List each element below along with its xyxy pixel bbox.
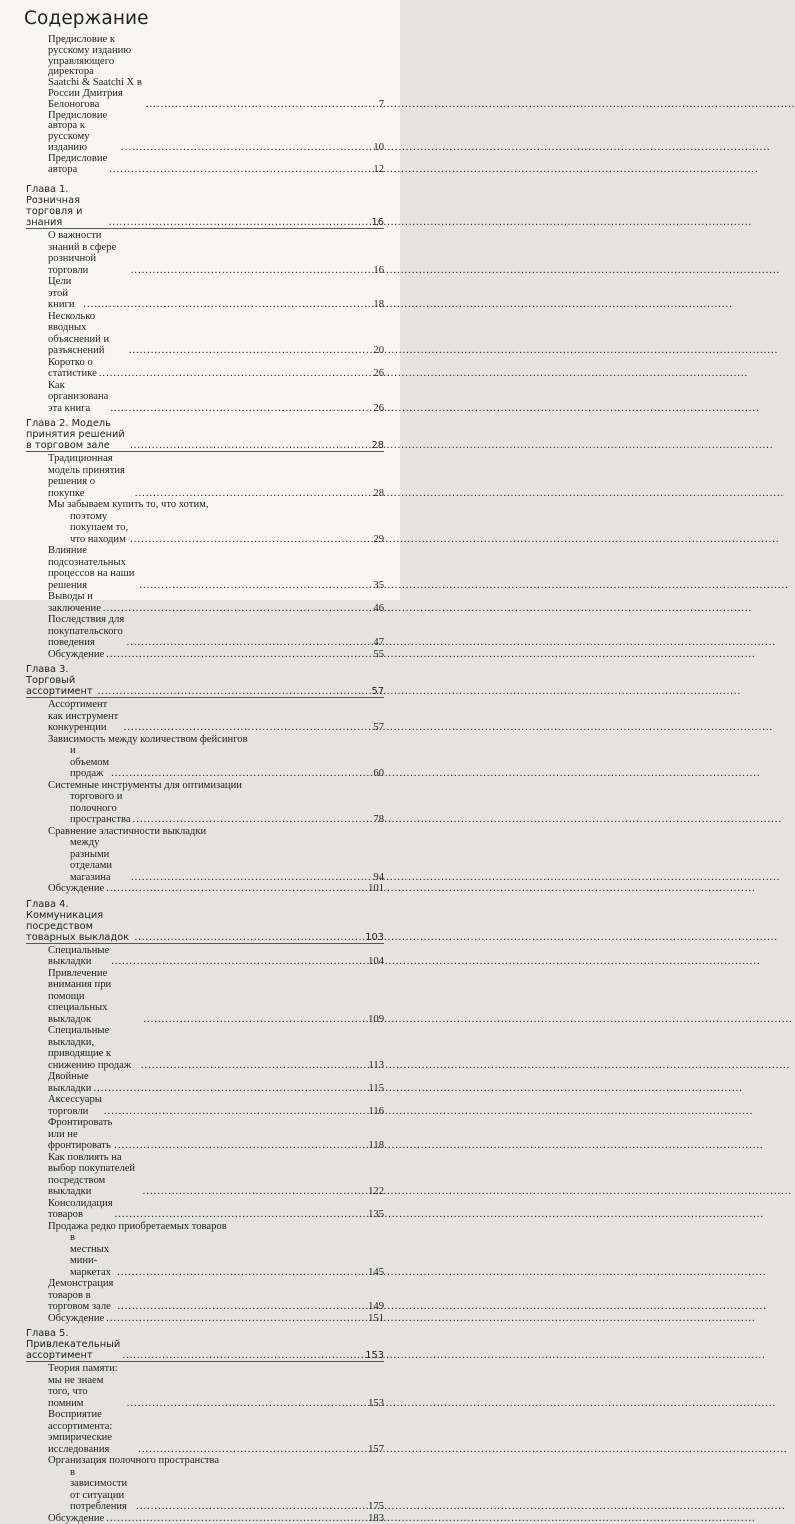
toc-page-number: 7 [378, 99, 384, 111]
leader-dots [130, 534, 371, 546]
toc-entry-block [48, 826, 384, 884]
toc-page-number: 12 [373, 163, 384, 175]
leader-dots [130, 440, 370, 451]
leader-dots [83, 299, 371, 311]
leader-dots [109, 217, 370, 228]
toc-entry-label: Ассортимент как инструмент конкуренции [48, 699, 119, 734]
toc-page-number: 113 [368, 1059, 384, 1071]
toc-entry [26, 1455, 384, 1513]
page-title: Содержание [24, 8, 149, 29]
toc-page-number: 28 [373, 487, 384, 499]
leader-dots [117, 1301, 366, 1313]
leader-dots [143, 1186, 366, 1198]
toc-page-number: 135 [368, 1209, 384, 1221]
leader-dots [133, 814, 372, 826]
toc-entry-label: Традиционная модель принятия решения о покупке [48, 453, 125, 499]
toc-entry-label: Мы забываем купить то, что хотим, [48, 499, 209, 511]
toc-page-number: 29 [373, 533, 384, 545]
chapter-title: Глава 5. Привлекательный ассортимент [26, 1328, 121, 1362]
leader-dots [146, 99, 377, 111]
leader-dots [104, 1106, 367, 1118]
leader-dots [111, 956, 366, 968]
toc-entry-label: О важности знаний в сфере розничной торговли [48, 230, 117, 276]
toc-page-number: 151 [368, 1312, 384, 1324]
leader-dots [111, 768, 371, 780]
leader-dots [110, 403, 371, 415]
toc-entry [26, 614, 384, 649]
toc-front-item [26, 111, 384, 154]
toc-entry-label: Двойные выкладки [48, 1071, 92, 1094]
toc-page-number: 94 [373, 871, 384, 883]
toc-page-number: 18 [373, 299, 384, 311]
leader-dots [99, 368, 372, 380]
toc-page-number: 16 [373, 264, 384, 276]
chapter-title: Глава 1. Розничная торговля и знания [26, 184, 83, 229]
leader-dots [106, 883, 366, 895]
toc-page-number: 35 [373, 579, 384, 591]
toc-entry [26, 1094, 384, 1117]
toc-page-number: 115 [368, 1082, 384, 1094]
leader-dots [131, 265, 372, 277]
toc-chapter-heading [26, 664, 384, 697]
toc-entry-label: Продажа редко приобретаемых товаров [48, 1220, 227, 1232]
leader-dots [98, 686, 370, 697]
toc-entry-label: Аксессуары торговли [48, 1094, 102, 1117]
toc-chapter-heading [26, 184, 384, 228]
leader-dots [136, 1501, 366, 1513]
leader-dots [117, 1267, 366, 1279]
toc-entry-label: Выводы и заключение [48, 591, 101, 614]
toc-entry-continuation: в зависимости от ситуации потребления [70, 1466, 128, 1513]
toc-entry-label: Специальные выкладки, приводящие к снижению продаж [48, 1025, 132, 1071]
toc-entry [26, 1117, 384, 1152]
leader-dots [131, 872, 371, 884]
toc-page-number: 47 [373, 637, 384, 649]
chapter-rule [26, 451, 384, 452]
toc-entry-label: Зависимость между количеством фейсингов [48, 733, 248, 745]
toc-chapter-heading [26, 1328, 384, 1361]
toc-entry-continuation: торгового и полочного пространства [70, 791, 131, 826]
toc-entry-continuation-row [48, 1232, 384, 1278]
toc-entry [26, 1025, 384, 1071]
toc-entry-label: Обсуждение [48, 883, 105, 895]
toc-entry-label: Влияние подсознательных процессов на наши решения [48, 545, 135, 591]
toc-entry-block [48, 1455, 384, 1513]
chapter-title: Глава 4. Коммуникация посредством товарных выкладок [26, 898, 130, 943]
leader-dots [124, 722, 372, 734]
toc-page-number: 60 [373, 768, 384, 780]
toc-entry-continuation-row [48, 791, 384, 826]
chapter-title: Глава 2. Модель принятия решений в торговом зале [26, 418, 125, 452]
toc-page-number: 116 [368, 1105, 384, 1117]
toc-entry [26, 1198, 384, 1221]
leader-dots [134, 932, 363, 943]
chapter-title: Глава 3. Торговый ассортимент [26, 664, 93, 698]
toc-entry [26, 380, 384, 415]
toc-entry-label: Предисловие автора [48, 152, 108, 175]
toc-entry-continuation-row [48, 837, 384, 883]
toc-entry-label: Несколько вводных объяснений и разъяснений [48, 310, 110, 357]
toc-entry-label: Привлечение внимания при помощи специальных выкладок [48, 967, 112, 1025]
toc-page-number: 149 [368, 1301, 384, 1313]
leader-dots [115, 1209, 366, 1221]
toc-page-number: 26 [373, 368, 384, 380]
toc-entry [26, 780, 384, 826]
toc-entry [26, 357, 384, 380]
toc-entry-label: Сравнение эластичности выкладки [48, 825, 207, 837]
toc-page-number: 10 [373, 142, 384, 154]
toc-entry-label: Специальные выкладки [48, 944, 110, 968]
toc-entry-label: Фронтировать или не фронтировать [48, 1117, 113, 1152]
table-of-contents [26, 35, 384, 1524]
toc-page-number: 153 [368, 1397, 384, 1409]
toc-entry-label: Восприятие ассортимента: эмпирические исследования [48, 1409, 113, 1455]
toc-entry-label: Демонстрация товаров в торговом зале [48, 1278, 114, 1313]
toc-entry [26, 968, 384, 1026]
toc-page-number: 175 [368, 1501, 384, 1513]
toc-entry [26, 1409, 384, 1455]
toc-entry-label: Коротко о статистике [48, 356, 97, 380]
toc-entry [26, 826, 384, 884]
toc-entry [26, 545, 384, 591]
toc-front-item [26, 35, 384, 111]
leader-dots [138, 1444, 366, 1456]
toc-entry [26, 945, 384, 968]
toc-entry-label: Обсуждение [48, 648, 105, 660]
toc-entry-label: Обсуждение [48, 1512, 105, 1524]
toc-entry [26, 591, 384, 614]
chapter-rule [26, 943, 384, 944]
toc-entry-label: Как организована эта книга [48, 379, 109, 414]
leader-dots [141, 1060, 367, 1072]
chapter-rule [26, 1361, 384, 1362]
toc-page-number: 26 [373, 402, 384, 414]
toc-entry-block [48, 499, 384, 545]
leader-dots [127, 637, 372, 649]
toc-entry-label: Предисловие автора к русскому изданию [48, 109, 108, 153]
leader-dots [109, 164, 371, 176]
toc-page-number: 101 [368, 883, 384, 895]
toc-page-number: 104 [368, 956, 384, 968]
toc-entry [26, 1513, 384, 1524]
toc-entry [26, 453, 384, 499]
toc-entry-label: Цели этой книги [48, 276, 75, 311]
toc-entry [26, 734, 384, 780]
leader-dots [135, 488, 372, 500]
toc-entry-label: Организация полочного пространства [48, 1455, 220, 1467]
toc-entry-continuation: поэтому покупаем то, что находим [70, 510, 129, 545]
toc-entry-continuation: между разными отделами магазина [70, 837, 113, 883]
toc-chapter-heading [26, 899, 384, 943]
leader-dots [106, 1313, 366, 1325]
leader-dots [121, 142, 371, 154]
toc-entry [26, 276, 384, 311]
toc-page-number: 28 [371, 440, 384, 452]
toc-entry-continuation-row [48, 511, 384, 546]
leader-dots [103, 603, 372, 615]
toc-entry-block [48, 734, 384, 780]
toc-entry [26, 883, 384, 895]
toc-page-number: 103 [365, 931, 384, 943]
toc-entry-block [48, 780, 384, 826]
toc-entry-label: Как повлиять на выбор покупателей посредством выкладки [48, 1151, 136, 1198]
toc-entry-label: Обсуждение [48, 1312, 105, 1324]
toc-page-number: 153 [365, 1350, 384, 1362]
leader-dots [143, 1014, 366, 1026]
toc-page-number: 183 [368, 1512, 384, 1524]
toc-page-number: 118 [368, 1140, 384, 1152]
toc-entry-continuation-row [48, 1467, 384, 1513]
toc-entry [26, 1071, 384, 1094]
toc-page-number: 16 [371, 217, 384, 229]
toc-page-number: 57 [373, 722, 384, 734]
chapter-rule [26, 697, 384, 698]
toc-entry [26, 311, 384, 357]
toc-entry [26, 1313, 384, 1325]
leader-dots [106, 1513, 366, 1524]
toc-page-number: 55 [373, 648, 384, 660]
toc-entry-label: Консолидация товаров [48, 1197, 113, 1221]
toc-entry-label: Предисловие к русскому изданию управляющего директора Saatchi & Saatchi X в России Дмитрия Белоногова [48, 34, 142, 110]
leader-dots [93, 1083, 366, 1095]
leader-dots [114, 1140, 366, 1152]
toc-page-number: 122 [368, 1186, 384, 1198]
toc-entry [26, 230, 384, 276]
toc-entry [26, 649, 384, 661]
toc-entry [26, 699, 384, 734]
toc-entry-label: Теория памяти: мы не знаем того, что помним [48, 1363, 118, 1409]
toc-entry [26, 499, 384, 545]
leader-dots [122, 1350, 363, 1361]
toc-entry [26, 1152, 384, 1198]
toc-entry-continuation: и объемом продаж [70, 745, 110, 780]
toc-entry-label: Системные инструменты для оптимизации [48, 779, 242, 791]
toc-page-number: 46 [373, 602, 384, 614]
toc-page-number: 57 [371, 686, 384, 698]
leader-dots [129, 345, 372, 357]
toc-page-number: 145 [368, 1266, 384, 1278]
toc-entry-continuation: в местных мини-маркетах [70, 1232, 111, 1278]
toc-entry-block [48, 1221, 384, 1279]
leader-dots [127, 1398, 366, 1410]
toc-front-item [26, 154, 384, 176]
toc-entry [26, 1221, 384, 1279]
leader-dots [106, 649, 371, 661]
toc-page-number: 157 [368, 1443, 384, 1455]
chapter-rule [26, 228, 384, 229]
toc-entry [26, 1363, 384, 1409]
toc-entry [26, 1278, 384, 1313]
toc-page-number: 109 [368, 1013, 384, 1025]
toc-entry-label: Последствия для покупательского поведения [48, 614, 125, 649]
toc-entry-continuation-row [48, 745, 384, 780]
toc-chapter-heading [26, 418, 384, 451]
toc-page-number: 78 [373, 814, 384, 826]
toc-page-number: 20 [373, 345, 384, 357]
leader-dots [139, 580, 371, 592]
